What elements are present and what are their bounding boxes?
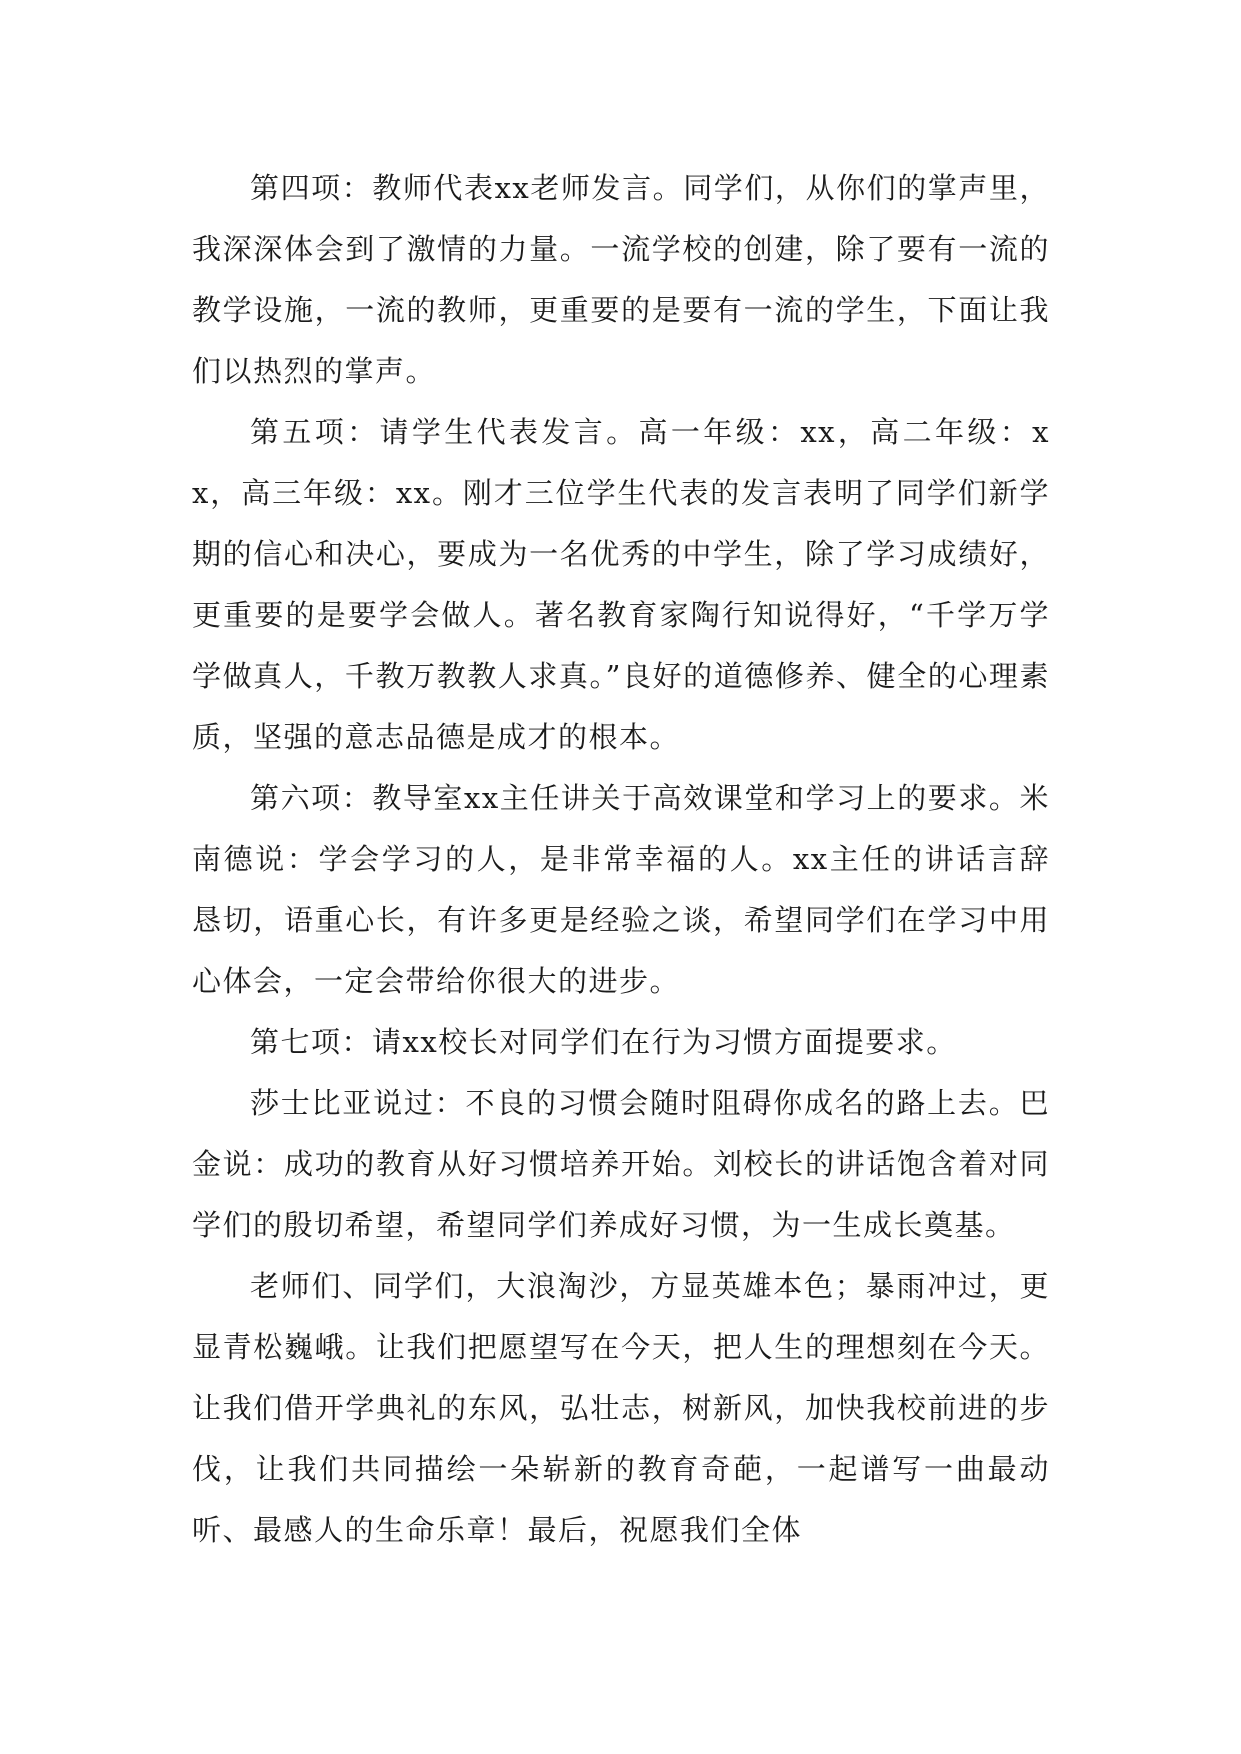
paragraph-item-5: 第五项：请学生代表发言。高一年级：xx，高二年级：xx，高三年级：xx。刚才三位学生代表的发言表明了同学们新学期的信心和决心，要成为一名优秀的中学生，除了学习成绩好，更重要的是要学会做人。著名教育家陶行知说得好，“千学万学学做真人，千教万教教人求真。”良好的道德修养、健全的心理素质，坚强的意志品德是成才的根本。 [192,415,1050,754]
paragraph-item-6: 第六项：教导室xx主任讲关于高效课堂和学习上的要求。米南德说：学会学习的人，是非常幸福的人。xx主任的讲话言辞恳切，语重心长，有许多更是经验之谈，希望同学们在学习中用心体会，一定会带给你很大的进步。 [192,781,1050,998]
paragraph-closing: 老师们、同学们，大浪淘沙，方显英雄本色；暴雨冲过，更显青松巍峨。让我们把愿望写在今天，把人生的理想刻在今天。让我们借开学典礼的东风，弘壮志，树新风，加快我校前进的步伐，让我们共同描绘一朵崭新的教育奇葩，一起谱写一曲最动听、最感人的生命乐章！最后，祝愿我们全体 [192,1269,1050,1547]
paragraph-item-7: 第七项：请xx校长对同学们在行为习惯方面提要求。 [250,1025,957,1059]
document-body [192,158,1050,1561]
paragraph-item-4: 第四项：教师代表xx老师发言。同学们，从你们的掌声里，我深深体会到了激情的力量。一流学校的创建，除了要有一流的教学设施，一流的教师，更重要的是要有一流的学生，下面让我们以热烈的掌声。 [192,171,1050,388]
paragraph-quotes: 莎士比亚说过：不良的习惯会随时阻碍你成名的路上去。巴金说：成功的教育从好习惯培养开始。刘校长的讲话饱含着对同学们的殷切希望，希望同学们养成好习惯，为一生成长奠基。 [192,1086,1050,1242]
